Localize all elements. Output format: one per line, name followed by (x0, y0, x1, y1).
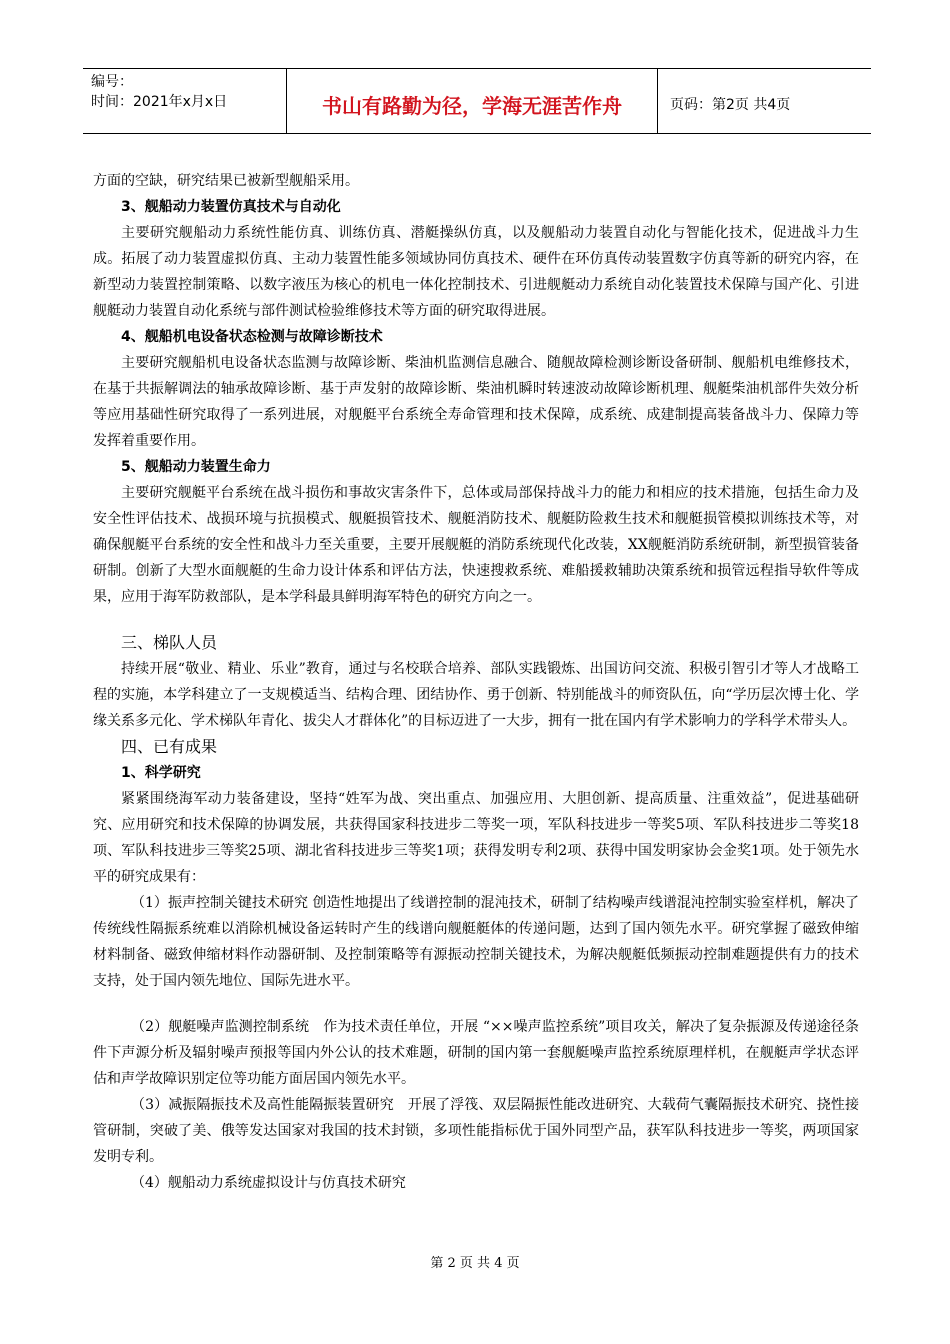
paragraph: 主要研究舰船动力系统性能仿真、训练仿真、潜艇操纵仿真，以及舰船动力装置自动化与智能化技术，促进战斗力生成。拓展了动力装置虚拟仿真、主动力装置性能多领域协同仿真技术、硬件在环仿真传动装置数字仿真等新的研究内容，在新型动力装置控制策略、以数字液压为核心的机电一体化控制技术、引进舰艇动力系统自动化装置技术保障与国产化、引进舰艇动力装置自动化系统与部件测试检验维修技术等方面的研究取得进展。 (93, 225, 859, 319)
header-info-cell (83, 69, 287, 133)
paragraph: 紧紧围绕海军动力装备建设，坚持“姓军为战、突出重点、加强应用、大胆创新、提高质量、注重效益”，促进基础研究、应用研究和技术保障的协调发展，共获得国家科技进步二等奖一项，军队科技进步一等奖5项、军队科技进步二等奖18项、军队科技进步三等奖25项、湖北省科技进步三等奖1项；获得发明专利2项、获得中国发明家协会金奖1项。处于领先水平的研究成果有： (93, 791, 859, 885)
subheading: 3、舰船动力装置仿真技术与自动化 (121, 199, 341, 215)
list-item: （2）舰艇噪声监测控制系统 作为技术责任单位，开展 “××噪声监控系统”项目攻关，解决了复杂振源及传递途径条件下声源分析及辐射噪声预报等国内外公认的技术难题，研制的国内第一套舰艇噪声监控系统原理样机，在舰艇声学状态评估和声学故障识别定位等功能方面居国内领先水平。 (93, 1019, 859, 1087)
header-table (83, 68, 871, 134)
header-motto: 书山有路勤为径，学海无涯苦作舟 (287, 69, 658, 133)
paragraph: 持续开展“敬业、精业、乐业”教育，通过与名校联合培养、部队实践锻炼、出国访问交流、积极引智引才等人才战略工程的实施，本学科建立了一支规模适当、结构合理、团结协作、勇于创新、特别能战斗的师资队伍，向“学历层次博士化、学缘关系多元化、学术梯队年青化、拔尖人才群体化”的目标迈进了一大步，拥有一批在国内有学术影响力的学科学术带头人。 (93, 661, 859, 729)
list-item: （4）舰船动力系统虚拟设计与仿真技术研究 (131, 1175, 406, 1191)
section-heading: 三、梯队人员 (121, 633, 218, 652)
header-page-label: 页码：第2页 共4页 (670, 97, 791, 113)
paragraph: 主要研究舰艇平台系统在战斗损伤和事故灾害条件下，总体或局部保持战斗力的能力和相应的技术措施，包括生命力及安全性评估技术、战损环境与抗损模式、舰艇损管技术、舰艇消防技术、舰艇防险救生技术和舰艇损管模拟训练技术等，对确保舰艇平台系统的安全性和战斗力至关重要，主要开展舰艇的消防系统现代化改装，XX舰艇消防系统研制，新型损管装备研制。创新了大型水面舰艇的生命力设计体系和评估方法，快速搜救系统、难船援救辅助决策系统和损管远程指导软件等成果，应用于海军防救部队，是本学科最具鲜明海军特色的研究方向之一。 (93, 485, 859, 605)
spacer (93, 994, 859, 1014)
list-item: （1）振声控制关键技术研究 创造性地提出了线谱控制的混沌技术，研制了结构噪声线谱混沌控制实验室样机，解决了传统线性隔振系统难以消除机械设备运转时产生的线谱向舰艇艇体的传递问题，达到了国内领先水平。研究掌握了磁致伸缩材料制备、磁致伸缩材料作动器研制、及控制策略等有源振动控制关键技术，为解决舰艇低频振动控制难题提供有力的技术支持，处于国内领先地位、国际先进水平。 (93, 895, 859, 989)
time-label: 时间：2021年x月x日 (91, 94, 228, 110)
number-label: 编号： (91, 74, 133, 90)
section-heading: 四、已有成果 (121, 737, 218, 756)
list-item: （3）减振隔振技术及高性能隔振装置研究 开展了浮筏、双层隔振性能改进研究、大载荷气囊隔振技术研究、挠性接管研制，突破了美、俄等发达国家对我国的技术封锁，多项性能指标优于国外同型产品，获军队科技进步一等奖，两项国家发明专利。 (93, 1097, 859, 1165)
subheading: 5、舰船动力装置生命力 (121, 459, 271, 475)
paragraph: 主要研究舰船机电设备状态监测与故障诊断、柴油机监测信息融合、随舰故障检测诊断设备研制、舰船机电维修技术，在基于共振解调法的轴承故障诊断、基于声发射的故障诊断、柴油机瞬时转速波动故障诊断机理、舰艇柴油机部件失效分析等应用基础性研究取得了一系列进展，对舰艇平台系统全寿命管理和技术保障，成系统、成建制提高装备战斗力、保障力等发挥着重要作用。 (93, 355, 859, 449)
subheading: 4、舰船机电设备状态检测与故障诊断技术 (121, 329, 383, 345)
spacer (93, 610, 859, 630)
subheading: 1、科学研究 (121, 765, 201, 781)
document-body (93, 168, 859, 1196)
page-footer: 第 2 页 共 4 页 (430, 1256, 520, 1271)
paragraph: 方面的空缺，研究结果已被新型舰船采用。 (93, 173, 359, 189)
